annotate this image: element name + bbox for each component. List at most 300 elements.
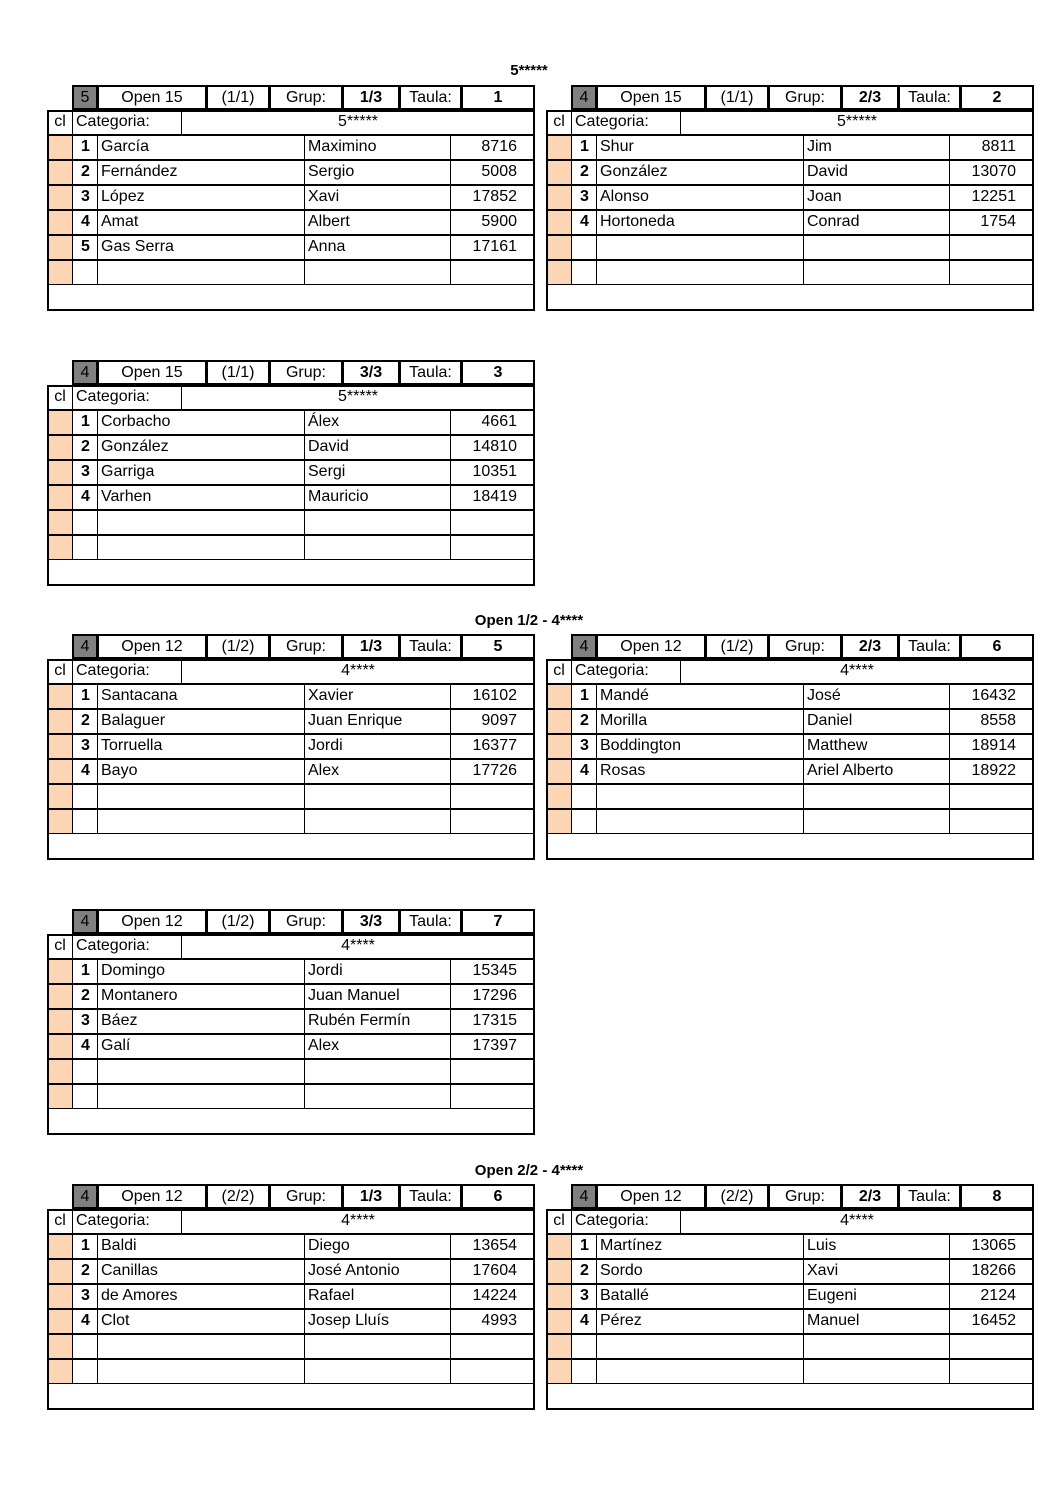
player-surname	[596, 1359, 804, 1384]
group-categoria-value: 4****	[181, 659, 535, 684]
group-grup-label: Grup:	[269, 909, 343, 934]
group-categoria-label: Categoria:	[571, 1209, 681, 1234]
player-position	[72, 809, 98, 834]
player-name: Matthew	[803, 734, 950, 759]
player-surname: Alonso	[596, 185, 804, 210]
player-position	[72, 784, 98, 809]
player-id: 14810	[450, 435, 535, 460]
player-cl-cell	[47, 1234, 73, 1259]
player-position: 2	[72, 1259, 98, 1284]
group-categoria-value: 4****	[680, 659, 1034, 684]
player-cl-cell	[47, 784, 73, 809]
player-position: 2	[72, 435, 98, 460]
player-name	[304, 784, 451, 809]
player-cl-cell	[47, 210, 73, 235]
player-cl-cell	[47, 1034, 73, 1059]
group-taula-label: Taula:	[399, 909, 462, 934]
player-id: 17315	[450, 1009, 535, 1034]
group-part: (1/1)	[705, 85, 769, 110]
player-id: 9097	[450, 709, 535, 734]
player-surname	[97, 1084, 305, 1109]
player-id: 16377	[450, 734, 535, 759]
player-surname	[596, 1334, 804, 1359]
group-level: 4	[72, 909, 98, 934]
player-surname: González	[97, 435, 305, 460]
player-name: Joan	[803, 185, 950, 210]
player-cl-cell	[47, 1284, 73, 1309]
player-name: Xavi	[803, 1259, 950, 1284]
group-taula: 6	[461, 1184, 535, 1209]
group-level: 4	[72, 360, 98, 385]
player-surname: González	[596, 160, 804, 185]
player-name: Jordi	[304, 959, 451, 984]
group-categoria-label: Categoria:	[72, 110, 182, 135]
group-taula-label: Taula:	[399, 360, 462, 385]
player-position: 3	[72, 1009, 98, 1034]
player-position: 1	[571, 135, 597, 160]
player-id	[450, 510, 535, 535]
player-position: 4	[571, 759, 597, 784]
player-surname	[596, 809, 804, 834]
player-surname: Canillas	[97, 1259, 305, 1284]
player-name: Sergi	[304, 460, 451, 485]
player-surname	[596, 235, 804, 260]
player-cl-cell	[546, 784, 572, 809]
player-id	[450, 1059, 535, 1084]
player-id: 8811	[949, 135, 1034, 160]
player-id: 13070	[949, 160, 1034, 185]
player-cl-cell	[546, 210, 572, 235]
player-name	[803, 235, 950, 260]
player-surname: Galí	[97, 1034, 305, 1059]
group-taula-label: Taula:	[399, 634, 462, 659]
player-id	[450, 784, 535, 809]
player-name	[803, 1334, 950, 1359]
player-name: Diego	[304, 1234, 451, 1259]
group-table	[47, 85, 535, 313]
player-id	[450, 809, 535, 834]
player-position: 1	[72, 135, 98, 160]
group-table	[47, 1184, 535, 1412]
group-cl-label: cl	[47, 1209, 73, 1234]
player-id: 4661	[450, 410, 535, 435]
player-surname: López	[97, 185, 305, 210]
player-surname: de Amores	[97, 1284, 305, 1309]
player-surname: Rosas	[596, 759, 804, 784]
player-id: 18922	[949, 759, 1034, 784]
player-position: 3	[72, 734, 98, 759]
player-cl-cell	[47, 235, 73, 260]
player-id	[450, 535, 535, 560]
player-name: Manuel	[803, 1309, 950, 1334]
player-surname	[97, 510, 305, 535]
group-cl-label: cl	[546, 1209, 572, 1234]
player-surname: Amat	[97, 210, 305, 235]
player-cl-cell	[546, 160, 572, 185]
player-name	[304, 260, 451, 285]
group-grup-label: Grup:	[269, 85, 343, 110]
player-position: 1	[72, 959, 98, 984]
group-level: 5	[72, 85, 98, 110]
group-cl-label: cl	[47, 385, 73, 410]
player-position: 4	[72, 1309, 98, 1334]
player-id: 17397	[450, 1034, 535, 1059]
player-surname: Santacana	[97, 684, 305, 709]
player-position: 3	[72, 185, 98, 210]
group-taula-label: Taula:	[399, 1184, 462, 1209]
player-cl-cell	[546, 709, 572, 734]
player-surname: Baldi	[97, 1234, 305, 1259]
player-id: 1754	[949, 210, 1034, 235]
player-position: 1	[571, 684, 597, 709]
group-taula-label: Taula:	[898, 1184, 961, 1209]
player-position: 4	[72, 210, 98, 235]
player-surname: Torruella	[97, 734, 305, 759]
player-cl-cell	[47, 1259, 73, 1284]
player-surname: Garriga	[97, 460, 305, 485]
player-id	[949, 235, 1034, 260]
player-name: José	[803, 684, 950, 709]
player-position: 2	[72, 160, 98, 185]
player-surname	[97, 809, 305, 834]
player-position: 1	[571, 1234, 597, 1259]
player-id	[450, 1359, 535, 1384]
player-id: 13654	[450, 1234, 535, 1259]
player-id: 18419	[450, 485, 535, 510]
player-name: Eugeni	[803, 1284, 950, 1309]
player-surname: Morilla	[596, 709, 804, 734]
group-part: (1/1)	[206, 85, 270, 110]
player-cl-cell	[47, 460, 73, 485]
group-taula-label: Taula:	[898, 634, 961, 659]
group-categoria-value: 4****	[181, 1209, 535, 1234]
player-name: Xavier	[304, 684, 451, 709]
group-cl-label: cl	[47, 934, 73, 959]
group-open: Open 12	[97, 1184, 207, 1209]
player-cl-cell	[47, 260, 73, 285]
player-position	[72, 1334, 98, 1359]
group-table	[47, 360, 535, 588]
player-name	[304, 535, 451, 560]
player-name	[803, 784, 950, 809]
group-taula: 3	[461, 360, 535, 385]
group-grup-label: Grup:	[269, 634, 343, 659]
player-name: Alex	[304, 759, 451, 784]
player-id: 4993	[450, 1309, 535, 1334]
group-grup-label: Grup:	[768, 85, 842, 110]
group-grup: 3/3	[342, 909, 400, 934]
player-position	[72, 1084, 98, 1109]
player-surname: Clot	[97, 1309, 305, 1334]
player-surname	[97, 1359, 305, 1384]
player-name: Albert	[304, 210, 451, 235]
player-name	[304, 1059, 451, 1084]
player-id: 16102	[450, 684, 535, 709]
player-surname: Boddington	[596, 734, 804, 759]
section-title-5-star: 5*****	[510, 62, 548, 79]
player-position	[72, 1359, 98, 1384]
player-id: 5008	[450, 160, 535, 185]
group-categoria-label: Categoria:	[72, 1209, 182, 1234]
player-id: 8716	[450, 135, 535, 160]
group-categoria-label: Categoria:	[571, 659, 681, 684]
player-name: Jim	[803, 135, 950, 160]
group-open: Open 12	[596, 634, 706, 659]
group-grup: 3/3	[342, 360, 400, 385]
player-name: Conrad	[803, 210, 950, 235]
group-table	[546, 85, 1034, 313]
player-cl-cell	[546, 734, 572, 759]
player-cl-cell	[546, 235, 572, 260]
group-grup: 1/3	[342, 85, 400, 110]
group-grup-label: Grup:	[768, 1184, 842, 1209]
player-cl-cell	[47, 435, 73, 460]
group-open: Open 15	[596, 85, 706, 110]
group-grup-label: Grup:	[768, 634, 842, 659]
player-surname	[97, 535, 305, 560]
player-id	[949, 1359, 1034, 1384]
player-name: Juan Enrique	[304, 709, 451, 734]
group-taula: 1	[461, 85, 535, 110]
player-id: 16452	[949, 1309, 1034, 1334]
player-position: 4	[72, 485, 98, 510]
player-id: 17604	[450, 1259, 535, 1284]
player-cl-cell	[47, 1009, 73, 1034]
player-name: Rubén Fermín	[304, 1009, 451, 1034]
player-id: 5900	[450, 210, 535, 235]
player-name	[803, 1359, 950, 1384]
player-surname: Hortoneda	[596, 210, 804, 235]
player-name	[304, 510, 451, 535]
group-categoria-label: Categoria:	[72, 934, 182, 959]
player-cl-cell	[546, 809, 572, 834]
player-cl-cell	[47, 959, 73, 984]
player-cl-cell	[47, 510, 73, 535]
group-categoria-value: 4****	[181, 934, 535, 959]
player-surname: Sordo	[596, 1259, 804, 1284]
player-position: 4	[571, 1309, 597, 1334]
player-cl-cell	[546, 684, 572, 709]
player-cl-cell	[546, 759, 572, 784]
player-name: Mauricio	[304, 485, 451, 510]
group-level: 4	[72, 634, 98, 659]
group-categoria-value: 5*****	[181, 385, 535, 410]
player-surname: Báez	[97, 1009, 305, 1034]
player-id: 17852	[450, 185, 535, 210]
player-cl-cell	[47, 809, 73, 834]
group-grup: 2/3	[841, 85, 899, 110]
player-position: 2	[72, 984, 98, 1009]
player-position	[571, 1359, 597, 1384]
player-id: 17296	[450, 984, 535, 1009]
group-grup-label: Grup:	[269, 360, 343, 385]
player-id	[949, 809, 1034, 834]
group-categoria-label: Categoria:	[571, 110, 681, 135]
player-name	[803, 809, 950, 834]
player-cl-cell	[47, 1334, 73, 1359]
group-part: (1/2)	[206, 634, 270, 659]
player-surname: Montanero	[97, 984, 305, 1009]
player-position	[571, 260, 597, 285]
group-part: (2/2)	[705, 1184, 769, 1209]
player-id	[450, 260, 535, 285]
player-name	[304, 1359, 451, 1384]
player-name: Jordi	[304, 734, 451, 759]
player-name: Maximino	[304, 135, 451, 160]
player-cl-cell	[546, 1234, 572, 1259]
player-id: 10351	[450, 460, 535, 485]
group-grup: 2/3	[841, 1184, 899, 1209]
player-name: Xavi	[304, 185, 451, 210]
player-id	[450, 1334, 535, 1359]
player-surname: Pérez	[596, 1309, 804, 1334]
player-id: 17726	[450, 759, 535, 784]
player-position	[72, 535, 98, 560]
group-categoria-label: Categoria:	[72, 659, 182, 684]
group-table	[546, 1184, 1034, 1412]
group-taula: 5	[461, 634, 535, 659]
group-cl-label: cl	[47, 110, 73, 135]
player-position	[72, 510, 98, 535]
player-position: 4	[571, 210, 597, 235]
section-title-open-1-2: Open 1/2 - 4****	[474, 612, 584, 629]
player-name: Juan Manuel	[304, 984, 451, 1009]
player-name: Ariel Alberto	[803, 759, 950, 784]
group-level: 4	[571, 85, 597, 110]
group-grup-label: Grup:	[269, 1184, 343, 1209]
player-position: 2	[571, 160, 597, 185]
player-id: 8558	[949, 709, 1034, 734]
player-position: 3	[72, 460, 98, 485]
group-level: 4	[571, 1184, 597, 1209]
player-surname: Bayo	[97, 759, 305, 784]
player-id: 14224	[450, 1284, 535, 1309]
player-surname: Shur	[596, 135, 804, 160]
group-level: 4	[571, 634, 597, 659]
player-id: 15345	[450, 959, 535, 984]
group-table	[47, 634, 535, 862]
group-taula: 6	[960, 634, 1034, 659]
group-open: Open 12	[596, 1184, 706, 1209]
group-taula: 8	[960, 1184, 1034, 1209]
player-cl-cell	[47, 160, 73, 185]
group-part: (1/2)	[206, 909, 270, 934]
player-surname: Varhen	[97, 485, 305, 510]
group-level: 4	[72, 1184, 98, 1209]
group-cl-label: cl	[546, 110, 572, 135]
player-cl-cell	[47, 684, 73, 709]
group-grup: 1/3	[342, 1184, 400, 1209]
player-cl-cell	[47, 1059, 73, 1084]
player-surname: Domingo	[97, 959, 305, 984]
player-cl-cell	[47, 984, 73, 1009]
player-position	[571, 1334, 597, 1359]
player-surname	[97, 1334, 305, 1359]
player-position: 2	[571, 1259, 597, 1284]
player-cl-cell	[47, 1359, 73, 1384]
player-position: 1	[72, 410, 98, 435]
player-position: 2	[72, 709, 98, 734]
group-cl-label: cl	[47, 659, 73, 684]
group-part: (1/2)	[705, 634, 769, 659]
player-cl-cell	[47, 1309, 73, 1334]
player-position: 3	[571, 1284, 597, 1309]
player-position: 4	[72, 759, 98, 784]
player-name	[803, 260, 950, 285]
group-part: (1/1)	[206, 360, 270, 385]
player-cl-cell	[546, 185, 572, 210]
player-position	[571, 809, 597, 834]
player-cl-cell	[546, 135, 572, 160]
player-surname	[97, 784, 305, 809]
player-surname	[596, 784, 804, 809]
player-surname: García	[97, 135, 305, 160]
player-position: 1	[72, 1234, 98, 1259]
player-cl-cell	[47, 135, 73, 160]
group-cl-label: cl	[546, 659, 572, 684]
player-cl-cell	[546, 1334, 572, 1359]
player-name: David	[803, 160, 950, 185]
player-cl-cell	[546, 1284, 572, 1309]
player-cl-cell	[47, 759, 73, 784]
player-cl-cell	[47, 535, 73, 560]
player-id: 17161	[450, 235, 535, 260]
player-position: 4	[72, 1034, 98, 1059]
group-grup: 2/3	[841, 634, 899, 659]
player-position	[72, 260, 98, 285]
player-name	[304, 809, 451, 834]
group-open: Open 12	[97, 909, 207, 934]
player-position: 1	[72, 684, 98, 709]
group-categoria-value: 4****	[680, 1209, 1034, 1234]
player-id: 2124	[949, 1284, 1034, 1309]
group-table	[47, 909, 535, 1137]
player-cl-cell	[546, 1359, 572, 1384]
player-name: Alex	[304, 1034, 451, 1059]
player-position: 3	[571, 734, 597, 759]
player-surname: Fernández	[97, 160, 305, 185]
player-position: 3	[72, 1284, 98, 1309]
player-position: 3	[571, 185, 597, 210]
player-surname: Mandé	[596, 684, 804, 709]
player-name	[304, 1334, 451, 1359]
group-open: Open 12	[97, 634, 207, 659]
player-position: 2	[571, 709, 597, 734]
player-cl-cell	[546, 1309, 572, 1334]
player-cl-cell	[47, 1084, 73, 1109]
group-categoria-value: 5*****	[181, 110, 535, 135]
player-id	[949, 784, 1034, 809]
player-name: Anna	[304, 235, 451, 260]
player-name: Sergio	[304, 160, 451, 185]
player-name: Luis	[803, 1234, 950, 1259]
player-name: Josep Lluís	[304, 1309, 451, 1334]
player-surname	[596, 260, 804, 285]
group-taula: 2	[960, 85, 1034, 110]
player-surname: Martínez	[596, 1234, 804, 1259]
group-categoria-label: Categoria:	[72, 385, 182, 410]
player-name: José Antonio	[304, 1259, 451, 1284]
group-open: Open 15	[97, 360, 207, 385]
player-id	[949, 1334, 1034, 1359]
group-taula: 7	[461, 909, 535, 934]
group-categoria-value: 5*****	[680, 110, 1034, 135]
player-name: David	[304, 435, 451, 460]
section-title-open-2-2: Open 2/2 - 4****	[474, 1162, 584, 1179]
group-part: (2/2)	[206, 1184, 270, 1209]
player-position: 5	[72, 235, 98, 260]
player-surname: Batallé	[596, 1284, 804, 1309]
